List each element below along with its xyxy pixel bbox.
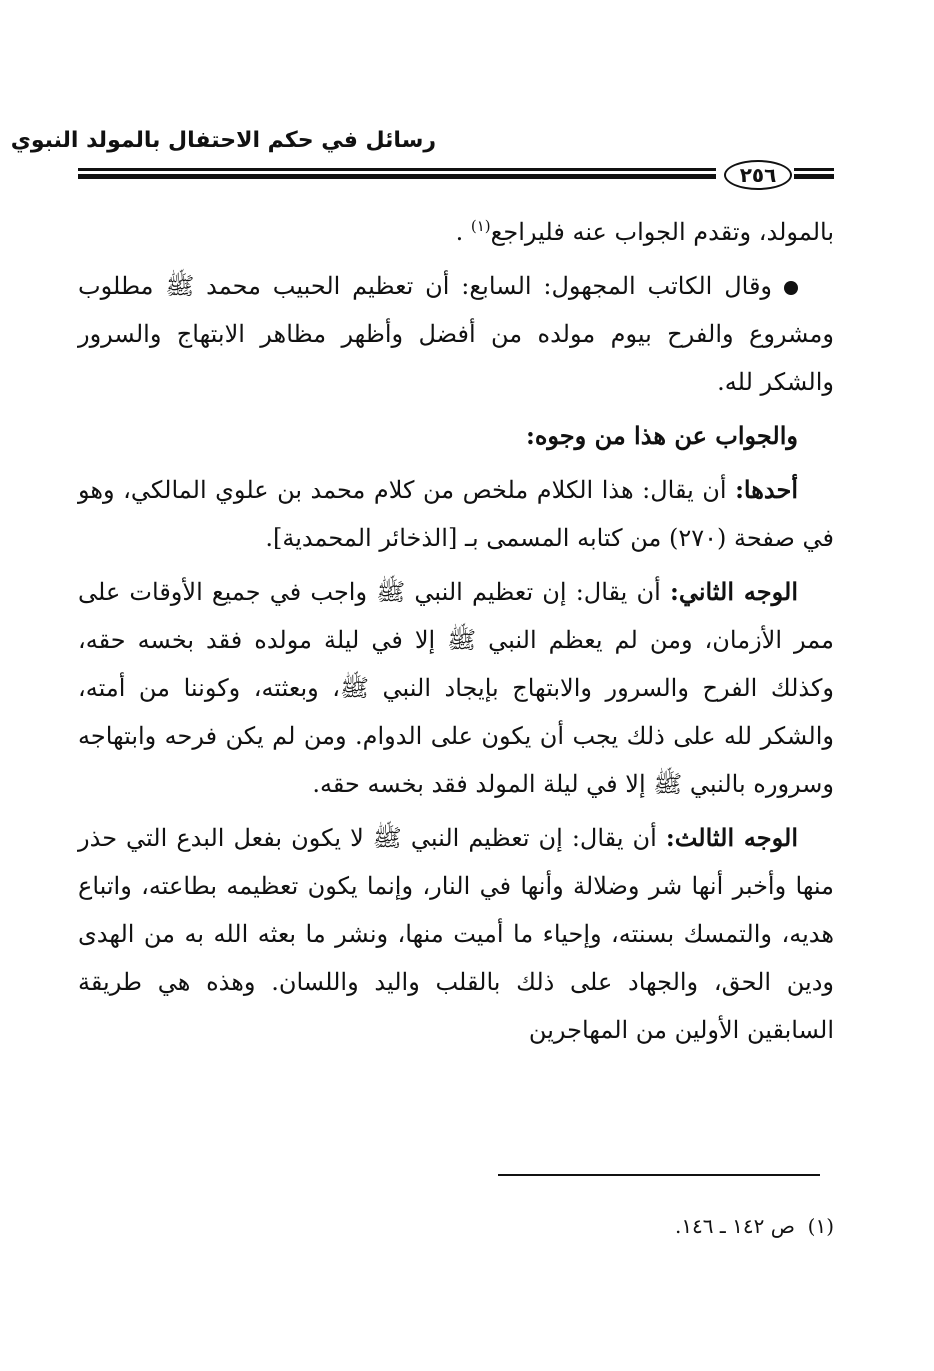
paragraph-answer-heading — [78, 412, 834, 460]
header-rule-end-bottom — [794, 174, 834, 179]
footnote-marker: (١) — [807, 1214, 834, 1238]
bullet-icon — [784, 281, 798, 295]
footnote-separator — [498, 1174, 820, 1176]
paragraph-continuation — [78, 208, 834, 256]
paragraph-lead: الوجه الثاني: — [669, 577, 798, 606]
paragraph-text: أن يقال: إن تعظيم النبي ﷺ واجب في جميع الأوقات على ممر الأزمان، ومن لم يعظم النبي ﷺ إلا في ليلة مولده فقد بخسه حقه، وكذلك الفرح والسرور والابتهاج بإيجاد النبي ﷺ، وبعثته، وكوننا من أمته، والشكر لله على ذلك يجب أن يكون على الدوام. ومن لم يكن فرحه وابتهاجه وسروره بالنبي ﷺ إلا في ليلة المولد فقد بخسه حقه. — [78, 578, 835, 798]
paragraph-text: وقال الكاتب المجهول: السابع: أن تعظيم الحبيب محمد ﷺ مطلوب ومشروع والفرح بيوم مولده من أفضل وأظهر مظاهر الابتهاج والسرور والشكر لله. — [78, 272, 834, 396]
body-text — [78, 208, 834, 1060]
header-rule-line-top — [78, 168, 716, 171]
footnote-text: ص ١٤٢ ـ ١٤٦. — [674, 1214, 795, 1238]
running-title: رسائل في حكم الاحتفال بالمولد النبوي — [10, 128, 436, 153]
paragraph-text: أن يقال: إن تعظيم النبي ﷺ لا يكون بفعل البدع التي حذر منها وأخبر أنها شر وضلالة وأنها في النار، وإنما يكون تعظيمه بطاعته، واتباع هديه، والتمسك بسنته، وإحياء ما أميت منها، ونشر ما بعثه الله به من الهدى ودين الحق، والجهاد على ذلك بالقلب واليد واللسان. وهذه هي طريقة السابقين الأولين من المهاجرين — [78, 824, 834, 1044]
heading-text: والجواب عن هذا من وجوه: — [525, 421, 798, 450]
header-rule-line-bottom — [78, 174, 716, 179]
paragraph-tail: . — [455, 218, 471, 246]
paragraph-claim — [78, 262, 834, 406]
paragraph-text: أن يقال: هذا الكلام ملخص من كلام محمد بن علوي المالكي، وهو في صفحة (٢٧٠) من كتابه المسمى بـ [الذخائر المحمدية]. — [78, 476, 834, 552]
footnote — [478, 1210, 834, 1242]
paragraph-lead: أحدها: — [735, 475, 798, 504]
paragraph-third-point — [78, 814, 834, 1054]
paragraph-second-point — [78, 568, 834, 808]
footnote-reference[interactable]: (١) — [470, 217, 491, 235]
paragraph-text: بالمولد، وتقدم الجواب عنه فليراجع — [490, 218, 834, 246]
header-rule-end-top — [794, 168, 834, 171]
header-rule — [78, 160, 834, 188]
page-number: ٢٥٦ — [724, 160, 792, 190]
paragraph-lead: الوجه الثالث: — [665, 823, 798, 852]
paragraph-first-point — [78, 466, 834, 562]
